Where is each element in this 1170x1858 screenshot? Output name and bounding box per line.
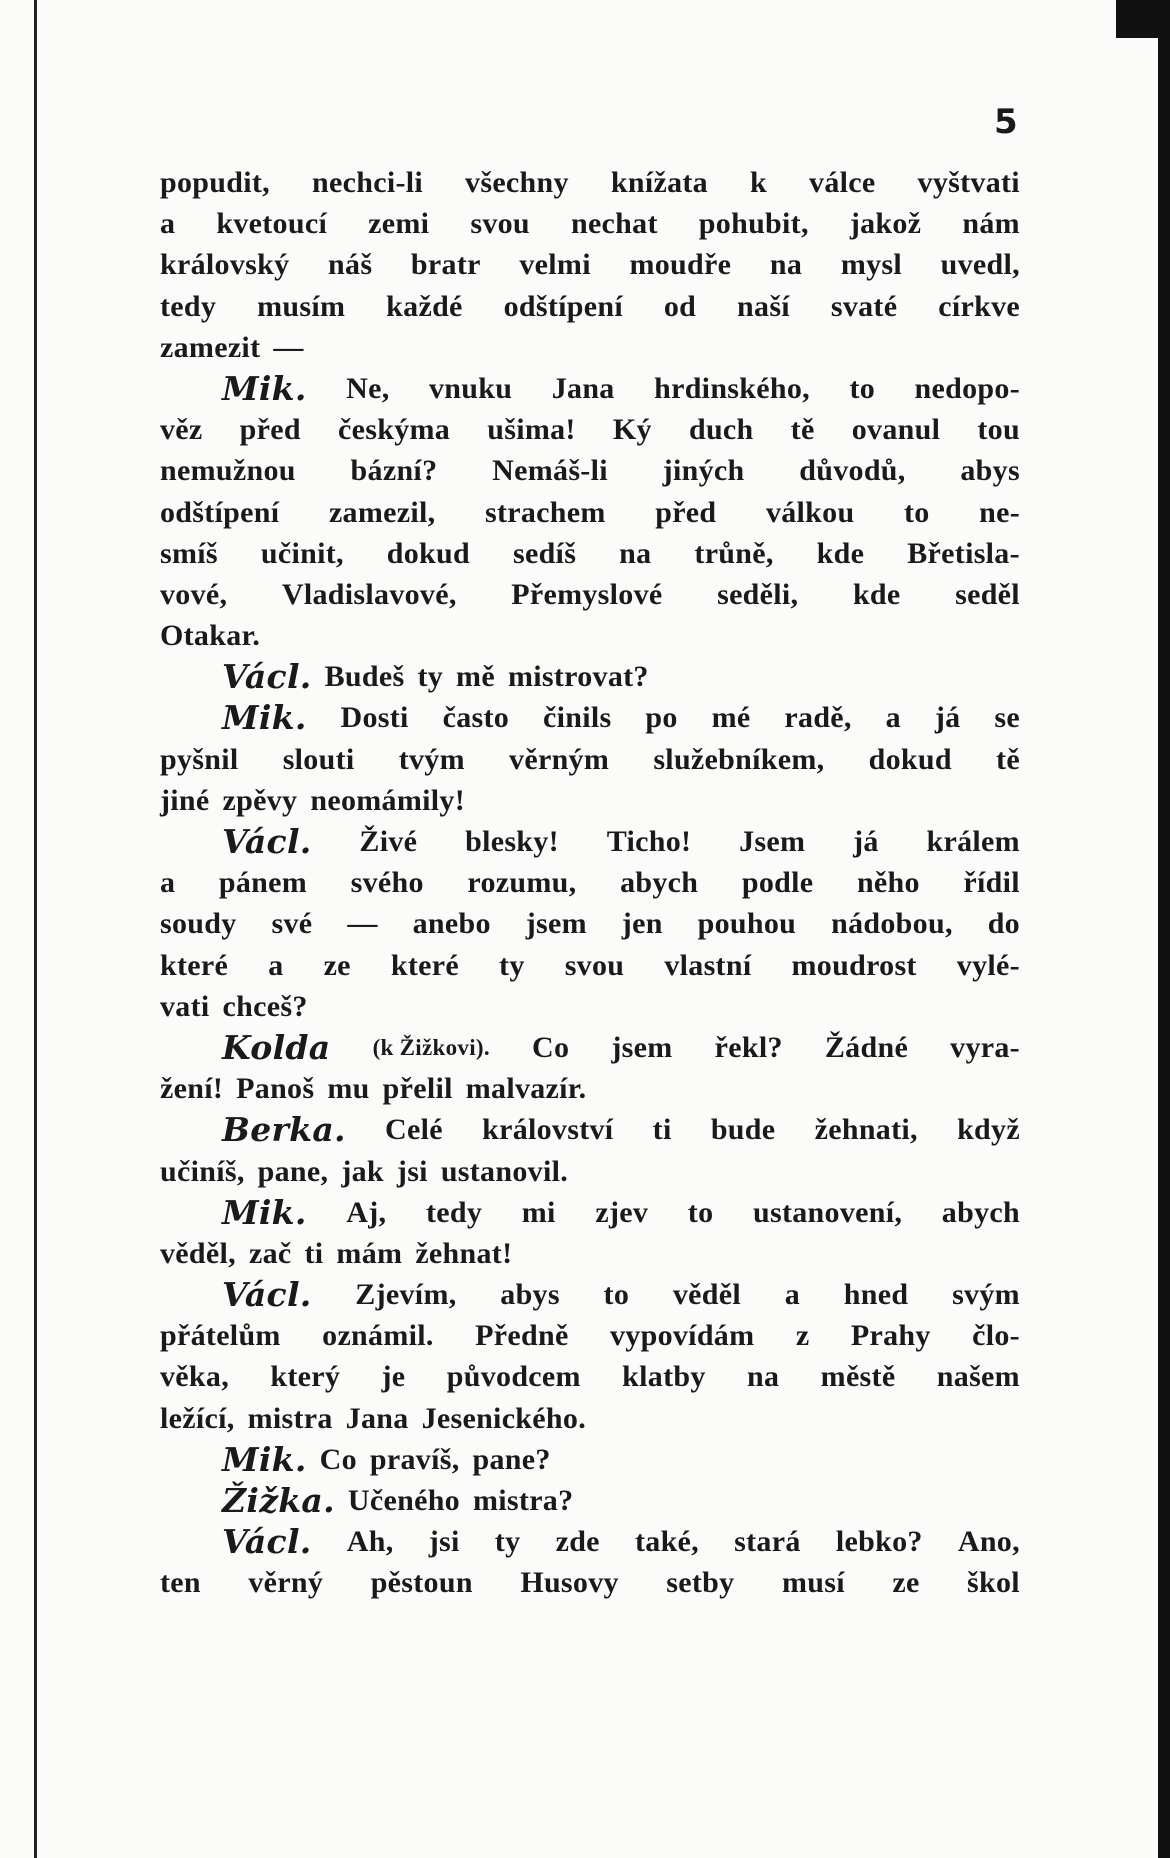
word: žehnati,	[814, 1113, 918, 1147]
speaker-name: Václ.	[222, 822, 312, 861]
word: věděl,	[160, 1236, 236, 1270]
word: seděl	[955, 577, 1020, 611]
word: lebko?	[835, 1525, 923, 1559]
word: to	[903, 495, 930, 529]
word: z	[795, 1319, 810, 1353]
text-line	[160, 615, 1020, 656]
word: Ano,	[957, 1525, 1020, 1559]
word: válce	[809, 166, 876, 199]
word: svou	[564, 948, 625, 982]
text-line	[160, 780, 1020, 821]
word: já	[934, 701, 961, 735]
word: ti	[304, 1236, 324, 1270]
word: seděli,	[717, 577, 799, 611]
word: který	[270, 1360, 341, 1394]
word: velmi	[519, 248, 591, 282]
word: mě	[456, 660, 495, 694]
word: Přemyslové	[511, 577, 663, 611]
word: odštípení	[503, 289, 623, 323]
word: hrdinského,	[654, 371, 810, 405]
word: ustanovil.	[440, 1154, 569, 1188]
word: zač	[248, 1236, 292, 1270]
word: já	[853, 825, 879, 858]
word: podle	[741, 866, 814, 900]
speaker-name: Václ.	[222, 657, 312, 697]
word: věz	[160, 413, 203, 447]
word: pravíš,	[369, 1442, 460, 1476]
text-line	[160, 1192, 1020, 1233]
text-line	[160, 739, 1020, 780]
word: mu	[327, 1072, 370, 1106]
word: soudy	[160, 907, 237, 941]
text-line	[160, 1315, 1020, 1356]
word: mistra?	[473, 1484, 574, 1517]
text-line	[160, 1562, 1020, 1603]
word: Dosti	[340, 701, 409, 735]
stage-direction: (k Žižkovi).	[372, 1034, 490, 1060]
word: nemužnou	[160, 454, 296, 488]
word: —	[273, 330, 304, 364]
word: svého	[350, 866, 424, 900]
speaker-name: Mik.	[222, 1439, 307, 1479]
word: pane,	[257, 1154, 329, 1188]
word: moudře	[629, 248, 732, 282]
word: abych	[620, 866, 699, 900]
word: království	[482, 1113, 614, 1147]
text-line	[160, 286, 1020, 327]
word: a	[885, 701, 901, 735]
word: abys	[960, 454, 1020, 488]
text-line	[160, 450, 1020, 491]
word: každé	[386, 289, 463, 323]
word: které	[390, 948, 459, 982]
word: na	[769, 248, 803, 282]
text-line	[160, 945, 1020, 986]
word: Husovy	[520, 1566, 619, 1600]
word: mám	[336, 1236, 403, 1270]
word: svým	[952, 1278, 1020, 1312]
word: před	[655, 495, 717, 529]
word: původcem	[446, 1360, 581, 1394]
word: tedy	[425, 1195, 483, 1229]
word: jen	[621, 907, 663, 941]
word: Co	[319, 1442, 357, 1476]
speaker-name: Mik.	[222, 1192, 307, 1232]
word: setby	[666, 1566, 735, 1600]
text-line	[160, 1521, 1020, 1562]
word: tou	[977, 413, 1020, 447]
word: po	[645, 701, 678, 735]
word: nádobou,	[831, 907, 953, 941]
word: nechci-li	[312, 166, 424, 199]
word: anebo	[412, 907, 491, 941]
word: nám	[962, 207, 1020, 241]
speaker-name: Berka.	[222, 1110, 346, 1150]
word: abys	[500, 1278, 560, 1312]
text-line	[160, 903, 1020, 944]
text-line	[160, 1233, 1020, 1274]
word: ze	[892, 1566, 920, 1600]
word: neomámily!	[310, 783, 465, 817]
word: se	[994, 701, 1020, 735]
word: Vladislavové,	[281, 577, 457, 611]
word: mi	[521, 1195, 556, 1229]
word: náš	[328, 248, 373, 282]
word: všechny	[465, 166, 569, 199]
word: často	[442, 701, 510, 735]
word: královský	[160, 248, 290, 282]
text-line	[160, 574, 1020, 615]
word: trůně,	[694, 536, 774, 570]
word: mistra	[247, 1401, 333, 1435]
word: a	[160, 207, 176, 241]
word: hned	[843, 1278, 909, 1312]
word: jsi	[428, 1525, 460, 1559]
word: odštípení	[160, 495, 280, 529]
word: věrný	[248, 1566, 324, 1600]
word: vové,	[160, 577, 228, 611]
word: naší	[737, 289, 790, 323]
speaker-name: Kolda	[222, 1027, 331, 1067]
word: to	[603, 1278, 630, 1312]
word: ležící,	[160, 1401, 235, 1435]
word: svaté	[830, 289, 898, 323]
word: Ne,	[346, 371, 390, 405]
word: ustanovení,	[753, 1195, 903, 1229]
text-line	[160, 368, 1020, 409]
page-number: 5	[994, 102, 1018, 142]
scan-corner-shadow	[1116, 0, 1158, 38]
word: vati	[160, 989, 210, 1023]
word: Jana	[345, 1401, 409, 1435]
word: také,	[634, 1525, 699, 1559]
word: Ticho!	[606, 825, 692, 858]
word: zde	[555, 1525, 600, 1559]
word: řekl?	[714, 1030, 783, 1064]
word: rozumu,	[467, 866, 577, 900]
word: Budeš	[324, 660, 405, 694]
word: kvetoucí	[216, 207, 328, 241]
word: Předně	[475, 1319, 569, 1353]
word: tvým	[398, 742, 465, 776]
speaker-name: Mik.	[222, 368, 307, 408]
word: slouti	[282, 742, 355, 776]
word: ty	[417, 660, 444, 694]
word: vnuku	[428, 371, 513, 405]
text-line	[160, 244, 1020, 285]
text-line	[160, 656, 1020, 697]
word: ten	[160, 1566, 201, 1600]
word: uvedl,	[940, 248, 1020, 282]
word: moudrost	[791, 948, 917, 982]
text-line	[160, 862, 1020, 903]
word: pane?	[472, 1442, 551, 1476]
word: škol	[967, 1566, 1020, 1600]
word: malvazír.	[465, 1072, 587, 1106]
scan-edge-shadow	[1158, 0, 1170, 1858]
word: Celé	[385, 1113, 443, 1147]
word: a	[784, 1278, 801, 1312]
word: Břetisla-	[907, 536, 1020, 570]
word: věka,	[160, 1360, 229, 1394]
text-line	[160, 1274, 1020, 1315]
word: důvodů,	[799, 454, 906, 488]
word: vyštvati	[917, 166, 1020, 199]
word: před	[239, 413, 301, 447]
word: člo-	[972, 1319, 1020, 1353]
word: církve	[938, 289, 1020, 323]
text-line	[160, 1068, 1020, 1109]
word: Živé	[359, 825, 418, 858]
word: musí	[781, 1566, 845, 1600]
word: ti	[652, 1113, 672, 1147]
word: jakož	[849, 207, 922, 241]
word: jsem	[611, 1030, 673, 1064]
word: svou	[470, 207, 530, 241]
word: musím	[257, 289, 346, 323]
word: ze	[323, 948, 351, 982]
word: stará	[734, 1525, 801, 1559]
word: zjev	[595, 1195, 649, 1229]
word: Jsem	[739, 825, 806, 858]
word: duch	[688, 413, 754, 447]
word: Žádné	[824, 1030, 909, 1064]
word: smíš	[160, 536, 218, 570]
binding-edge-line	[34, 0, 37, 1858]
text-line	[160, 1356, 1020, 1397]
text-line	[160, 1480, 1020, 1521]
text-line	[160, 409, 1020, 450]
word: přelil	[382, 1072, 453, 1106]
word: učiníš,	[160, 1154, 245, 1188]
text-line	[160, 1027, 1020, 1068]
word: ovanul	[851, 413, 941, 447]
word: na	[619, 536, 652, 570]
word: Ah,	[346, 1525, 394, 1559]
word: ty	[494, 1525, 521, 1559]
word: kde	[816, 536, 865, 570]
word: Ký	[612, 413, 652, 447]
word: kde	[852, 577, 901, 611]
word: vypovídám	[610, 1319, 755, 1353]
word: našem	[936, 1360, 1020, 1394]
text-line	[160, 492, 1020, 533]
word: knížata	[610, 166, 708, 199]
word: Otakar.	[160, 619, 261, 653]
word: Jesenického.	[421, 1401, 586, 1435]
word: ne-	[979, 495, 1020, 529]
word: mé	[711, 701, 751, 735]
drama-text-body	[160, 162, 1020, 1604]
word: radě,	[784, 701, 852, 735]
word: na	[747, 1360, 780, 1394]
speaker-name: Mik.	[222, 698, 307, 738]
word: Panoš	[236, 1072, 315, 1106]
word: něho	[856, 866, 920, 900]
word: Zjevím,	[355, 1278, 457, 1312]
word: pěstoun	[370, 1566, 473, 1600]
word: dokud	[386, 536, 471, 570]
word: to	[687, 1195, 714, 1229]
word: tě	[996, 742, 1020, 776]
word: jiné	[160, 783, 210, 817]
word: věděl	[672, 1278, 742, 1312]
word: služebníkem,	[653, 742, 825, 776]
word: řídil	[963, 866, 1020, 900]
word: blesky!	[465, 825, 559, 858]
word: od	[663, 289, 697, 323]
word: zamezil,	[328, 495, 436, 529]
word: tedy	[160, 289, 217, 323]
word: popudit,	[160, 166, 270, 199]
text-line	[160, 1439, 1020, 1480]
word: nedopo-	[914, 371, 1020, 405]
word: králem	[926, 825, 1020, 858]
word: mistrovat?	[507, 660, 649, 694]
word: válkou	[765, 495, 855, 529]
word: ty	[499, 948, 525, 982]
word: učinit,	[260, 536, 344, 570]
word: Co	[532, 1030, 570, 1064]
word: vylé-	[956, 948, 1020, 982]
word: přátelům	[160, 1319, 281, 1353]
word: Aj,	[346, 1195, 387, 1229]
word: když	[957, 1113, 1020, 1147]
word: nechat	[570, 207, 658, 241]
word: tě	[790, 413, 815, 447]
text-line	[160, 1151, 1020, 1192]
word: Učeného	[347, 1484, 460, 1517]
word: pyšnil	[160, 742, 239, 776]
word: věrným	[509, 742, 610, 776]
word: pohubit,	[698, 207, 809, 241]
word: vyra-	[950, 1030, 1020, 1064]
word: své	[271, 907, 313, 941]
word: klatby	[622, 1360, 706, 1394]
word: žehnat!	[415, 1236, 513, 1270]
word: zemi	[368, 207, 430, 241]
word: mysl	[840, 248, 903, 282]
word: vlastní	[664, 948, 752, 982]
text-line	[160, 533, 1020, 574]
word: k	[750, 166, 768, 199]
word: abych	[941, 1195, 1020, 1229]
word: městě	[820, 1360, 896, 1394]
word: jiných	[662, 454, 745, 488]
word: ušima!	[487, 413, 576, 447]
word: a	[160, 866, 176, 900]
word: bratr	[410, 248, 481, 282]
speaker-name: Žižka.	[222, 1481, 335, 1520]
word: českýma	[338, 413, 451, 447]
word: —	[347, 907, 378, 941]
text-line	[160, 1398, 1020, 1439]
word: strachem	[484, 495, 606, 529]
word: pánem	[218, 866, 308, 900]
word: zpěvy	[222, 783, 298, 817]
word: je	[381, 1360, 406, 1394]
word: jsi	[396, 1154, 428, 1188]
text-line	[160, 162, 1020, 203]
word: do	[987, 907, 1020, 941]
text-line	[160, 986, 1020, 1027]
word: to	[849, 371, 876, 405]
text-line	[160, 821, 1020, 862]
word: bázní?	[350, 454, 438, 488]
word: Jana	[551, 371, 615, 405]
text-line	[160, 1109, 1020, 1150]
word: oznámil.	[322, 1319, 434, 1353]
word: pouhou	[697, 907, 797, 941]
text-line	[160, 203, 1020, 244]
word: činils	[543, 701, 612, 735]
speaker-name: Václ.	[222, 1275, 312, 1315]
word: bude	[710, 1113, 776, 1147]
word: Prahy	[850, 1319, 931, 1353]
word: které	[160, 948, 229, 982]
word: chceš?	[222, 989, 308, 1023]
speaker-name: Václ.	[222, 1522, 312, 1562]
word: dokud	[868, 742, 952, 776]
word: jsem	[525, 907, 587, 941]
word: sedíš	[512, 536, 577, 570]
word: jak	[341, 1154, 384, 1188]
word: Nemáš-li	[492, 454, 608, 488]
word: a	[268, 948, 284, 982]
text-line	[160, 697, 1020, 738]
word: žení!	[160, 1072, 224, 1106]
text-line	[160, 327, 1020, 368]
word: zamezit	[160, 330, 261, 364]
